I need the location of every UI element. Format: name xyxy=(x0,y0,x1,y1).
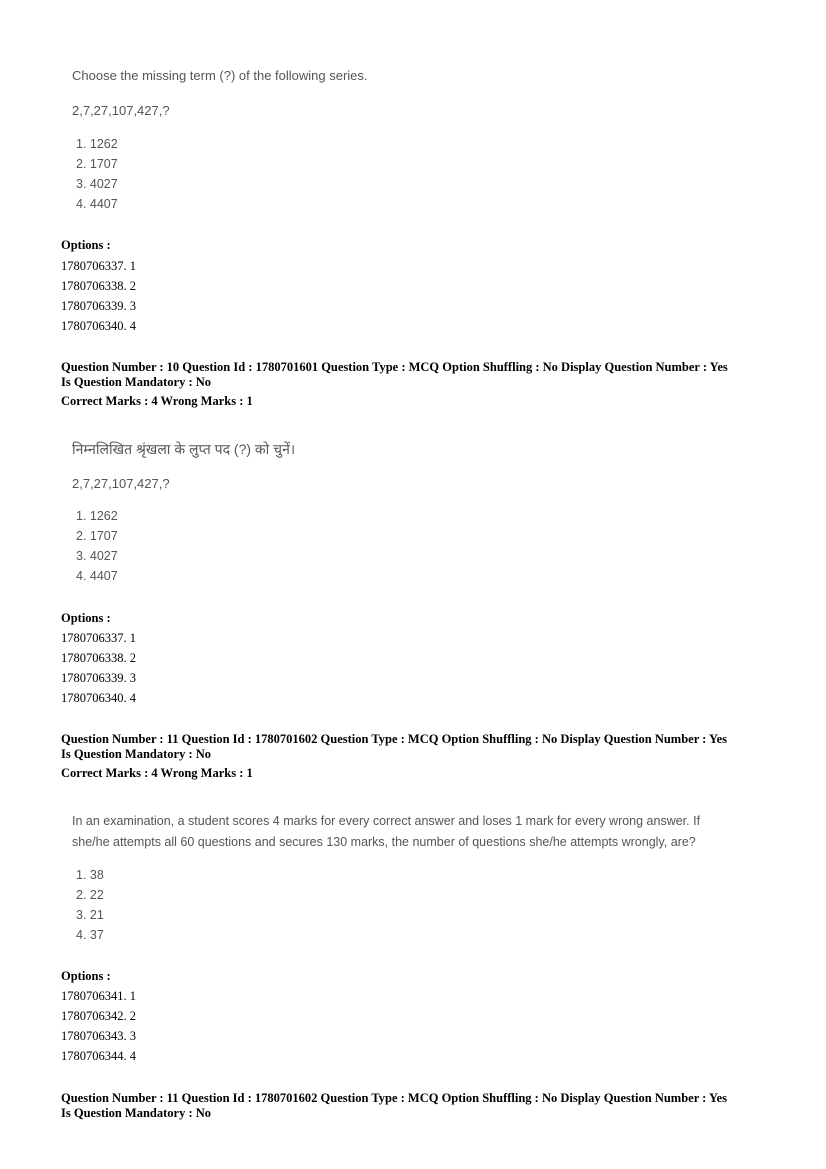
option-id-row: 1780706338. 2 xyxy=(61,279,136,293)
option-id-row: 1780706338. 2 xyxy=(61,651,136,665)
q11-choice: 2. 22 xyxy=(76,888,104,902)
q9-choice: 2. 1707 xyxy=(76,157,118,171)
q10-series: 2,7,27,107,427,? xyxy=(72,476,170,491)
option-id-row: 1780706340. 4 xyxy=(61,691,136,705)
q10-choice-list xyxy=(76,506,118,586)
q10-option-ids xyxy=(61,628,136,708)
q11-meta-line1: Question Number : 11 Question Id : 1780701602 Question Type : MCQ Option Shuffling : No Display Question Number : Yes xyxy=(61,732,728,746)
q9-choice-list xyxy=(76,134,118,214)
option-id-row: 1780706337. 1 xyxy=(61,259,136,273)
q10-meta-line1: Question Number : 10 Question Id : 1780701601 Question Type : MCQ Option Shuffling : No Display Question Number : Yes xyxy=(61,360,728,374)
q9-option-ids xyxy=(61,256,136,336)
option-id-row: 1780706341. 1 xyxy=(61,989,136,1003)
q11-choice-list xyxy=(76,865,104,945)
q10-choice: 1. 1262 xyxy=(76,509,118,523)
q10-marks: Correct Marks : 4 Wrong Marks : 1 xyxy=(61,394,253,408)
option-id-row: 1780706342. 2 xyxy=(61,1009,136,1023)
q11-question-text-line2: she/he attempts all 60 questions and secures 130 marks, the number of questions she/he attempts wrongly, are? xyxy=(72,835,696,849)
q11-question-image xyxy=(72,814,772,949)
option-id-row: 1780706340. 4 xyxy=(61,319,136,333)
option-id-row: 1780706344. 4 xyxy=(61,1049,136,1063)
q11-meta-line2: Is Question Mandatory : No xyxy=(61,747,212,761)
q10-meta-line2: Is Question Mandatory : No xyxy=(61,375,212,389)
q10-question-image xyxy=(72,440,472,585)
q11-choice: 4. 37 xyxy=(76,928,104,942)
option-id-row: 1780706339. 3 xyxy=(61,671,136,685)
q10-question-text: निम्नलिखित श्रृंखला के लुप्त पद (?) को चुनें। xyxy=(72,441,296,457)
option-id-row: 1780706337. 1 xyxy=(61,631,136,645)
q11-marks: Correct Marks : 4 Wrong Marks : 1 xyxy=(61,766,253,780)
q11-choice: 1. 38 xyxy=(76,868,104,882)
q11-options-label: Options : xyxy=(61,969,111,983)
q11-choice: 3. 21 xyxy=(76,908,104,922)
q10-choice: 4. 4407 xyxy=(76,569,118,583)
q9-series: 2,7,27,107,427,? xyxy=(72,103,170,118)
q9-choice: 4. 4407 xyxy=(76,197,118,211)
q9-choice: 3. 4027 xyxy=(76,177,118,191)
option-id-row: 1780706343. 3 xyxy=(61,1029,136,1043)
q10-choice: 2. 1707 xyxy=(76,529,118,543)
q10-choice: 3. 4027 xyxy=(76,549,118,563)
q11-repeat-meta-line1: Question Number : 11 Question Id : 1780701602 Question Type : MCQ Option Shuffling : No Display Question Number : Yes xyxy=(61,1091,728,1105)
q9-options-label: Options : xyxy=(61,238,111,252)
q9-question-text: Choose the missing term (?) of the following series. xyxy=(72,68,368,83)
q9-choice: 1. 1262 xyxy=(76,137,118,151)
q11-question-text-line1: In an examination, a student scores 4 marks for every correct answer and loses 1 mark for every wrong answer. If xyxy=(72,814,701,828)
q11-repeat-meta-line2: Is Question Mandatory : No xyxy=(61,1106,212,1120)
q10-options-label: Options : xyxy=(61,611,111,625)
option-id-row: 1780706339. 3 xyxy=(61,299,136,313)
q9-question-image xyxy=(72,68,472,213)
q11-option-ids xyxy=(61,986,136,1066)
